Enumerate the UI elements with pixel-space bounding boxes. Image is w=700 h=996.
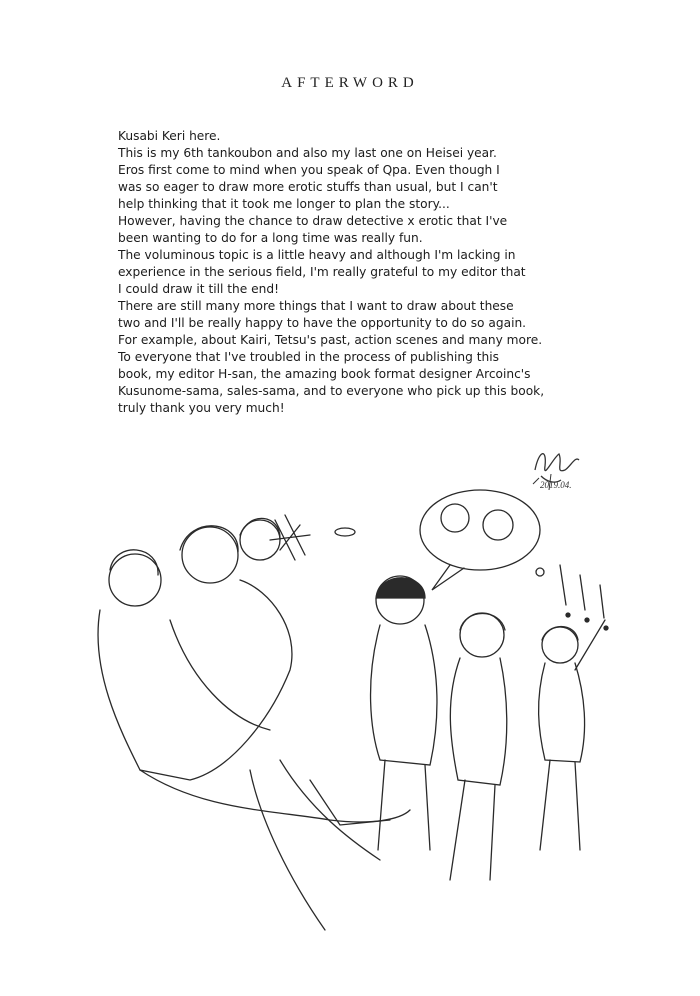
text-line: Kusabi Keri here. [118,129,221,143]
text-line: For example, about Kairi, Tetsu's past, action scenes and many more. [118,333,543,347]
text-line: This is my 6th tankoubon and also my last one on Heisei year. [118,146,497,160]
text-line: two and I'll be really happy to have the opportunity to do so again. [118,316,527,330]
text-line: truly thank you very much! [118,401,285,415]
text-line: help thinking that it took me longer to plan the story... [118,197,450,211]
text-line: Kusunome-sama, sales-sama, and to everyone who pick up this book, [118,384,545,398]
text-line: However, having the chance to draw detective x erotic that I've [118,214,508,228]
text-line: book, my editor H-san, the amazing book format designer Arcoinc's [118,367,531,381]
afterword-text [118,128,593,417]
text-line: was so eager to draw more erotic stuffs than usual, but I can't [118,180,498,194]
signature-date: 2019.04. [540,480,572,490]
text-line: experience in the serious field, I'm really grateful to my editor that [118,265,526,279]
characters-illustration [80,480,650,950]
text-line: There are still many more things that I want to draw about these [118,299,514,313]
page-title: AFTERWORD [281,75,419,91]
text-line: I could draw it till the end! [118,282,279,296]
text-line: been wanting to do for a long time was really fun. [118,231,423,245]
text-line: The voluminous topic is a little heavy and although I'm lacking in [118,248,516,262]
text-line: To everyone that I've troubled in the process of publishing this [118,350,499,364]
text-line: Eros first come to mind when you speak of Qpa. Even though I [118,163,500,177]
